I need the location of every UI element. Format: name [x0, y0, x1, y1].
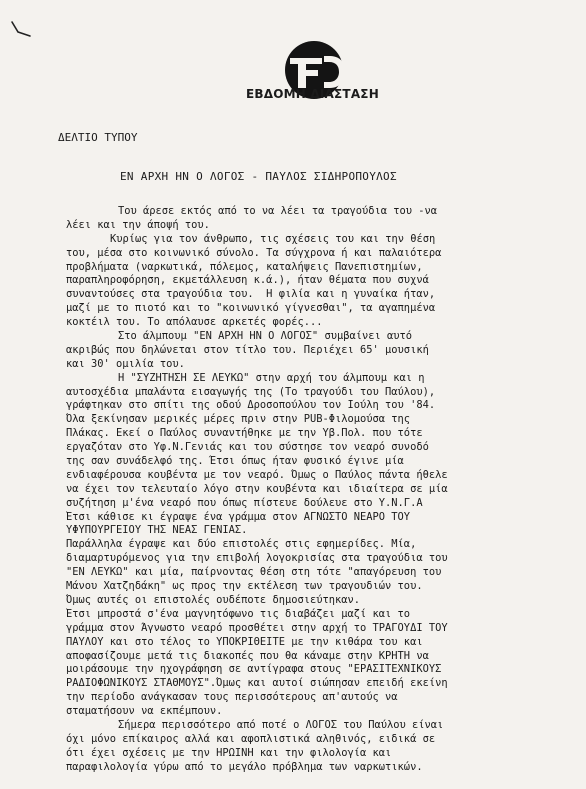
document-body — [66, 205, 506, 775]
document-title: ΕΝ ΑΡΧΗ ΗΝ Ο ΛΟΓΟΣ - ΠΑΥΛΟΣ ΣΙΔΗΡΟΠΟΥΛΟΣ — [120, 170, 397, 183]
body-line: Όλα ξεκίνησαν μερικές μέρες πριν στην PUB-Φιλομούσα της — [66, 413, 411, 426]
body-line: Στο άλμπουμ "ΕΝ ΑΡΧΗ ΗΝ Ο ΛΟΓΟΣ" συμβαίνει αυτό — [118, 330, 413, 343]
body-line: γράφτηκαν στο σπίτι της οδού Δροσοπούλου τον Ιούλη του '84. — [66, 399, 436, 412]
body-line: συζήτηση μ'ένα νεαρό που όπως πίστευε δούλευε στο Υ.Ν.Γ.Α — [66, 496, 423, 509]
body-line: αποφασίζουμε μετά τις διακοπές που θα κάναμε στην ΚΡΗΤΗ να — [66, 649, 429, 662]
body-line: και 30' ομιλία του. — [66, 357, 185, 370]
body-line: όχι μόνο επίκαιρος αλλά και αφοπλιστικά αληθινός, ειδικά σε — [66, 732, 436, 745]
body-line: λέει και την άποψή του. — [66, 218, 210, 231]
body-line: σταματήσουν να εκπέμπουν. — [66, 705, 223, 718]
body-line: προβλήματα (ναρκωτικά, πόλεμος, καταλήψεις Πανεπιστημίων, — [66, 260, 423, 273]
press-release-label: ΔΕΛΤΙΟ ΤΥΠΟΥ — [58, 131, 138, 144]
body-line: Έτσι κάθισε κι έγραψε ένα γράμμα στον ΑΓΝΩΣΤΟ ΝΕΑΡΟ ΤΟΥ — [66, 510, 411, 523]
body-line: Παράλληλα έγραψε και δύο επιστολές στις εφημερίδες. Μία, — [66, 538, 417, 551]
brand-name: ΕΒΔΟΜΗ ΔΙΑΣΤΑΣΗ — [246, 87, 379, 101]
body-line: Σήμερα περισσότερο από ποτέ ο ΛΟΓΟΣ του Παύλου είναι — [118, 718, 444, 731]
body-line: ΡΑΔΙΟΦΩΝΙΚΟΥΣ ΣΤΑΘΜΟΥΣ".Όμως και αυτοί σιώπησαν επειδή εκείνη — [66, 677, 448, 690]
body-line: ΠΑΥΛΟΥ και στο τέλος το ΥΠΟΚΡΙΘΕΙΤΕ με την κιθάρα του και — [66, 635, 423, 648]
body-line: την περίοδο ανάγκασαν τους περισσότερους απ'αυτούς να — [66, 691, 398, 704]
body-line: μαζί με το πιοτό και το "κοινωνικό γίγνεσθαι", τα αγαπημένα — [66, 302, 436, 315]
handwritten-mark-icon — [10, 20, 32, 38]
body-line: της σαν συνάδελφό της. Έτσι όπως ήταν φυσικό έγινε μία — [66, 455, 404, 468]
body-line: ΥΦΥΠΟΥΡΓΕΙΟΥ ΤΗΣ ΝΕΑΣ ΓΕΝΙΑΣ. — [66, 524, 248, 537]
body-line: εργαζόταν στο Υφ.Ν.Γενιάς και του σύστησε τον νεαρό συνοδό — [66, 441, 429, 454]
body-line: ακριβώς που δηλώνεται στον τίτλο του. Περιέχει 65' μουσική — [66, 343, 429, 356]
body-line: γράμμα στον Άγνωστο νεαρό προσθέτει στην αρχή το ΤΡΑΓΟΥΔΙ ΤΟΥ — [66, 621, 448, 634]
body-line: αυτοσχέδια μπαλάντα εισαγωγής της (Το τραγούδι του Παύλου), — [66, 385, 436, 398]
body-line: Έτσι μπροστά σ'ένα μαγνητόφωνο τις διαβάζει μαζί και το — [66, 607, 411, 620]
body-line: να έχει τον τελευταίο λόγο στην κουβέντα και ιδιαίτερα σε μία — [66, 482, 448, 495]
body-line: "ΕΝ ΛΕΥΚΩ" και μία, παίρνοντας θέση στη τότε "απαγόρευση του — [66, 566, 442, 579]
body-line: Μάνου Χατζηδάκη" ως προς την εκτέλεση των τραγουδιών του. — [66, 580, 423, 593]
body-line: ότι έχει σχέσεις με την ΗΡΩΙΝΗ και την φιλολογία και — [66, 746, 392, 759]
body-line: παραπληροφόρηση, εκμετάλλευση κ.ά.), ήταν θέματα που συχνά — [66, 274, 429, 287]
body-line: Του άρεσε εκτός από το να λέει τα τραγούδια του -να — [118, 205, 438, 217]
body-line: Όμως αυτές οι επιστολές ουδέποτε δημοσιεύτηκαν. — [66, 593, 361, 606]
body-line: Η "ΣΥΖΗΤΗΣΗ ΣΕ ΛΕΥΚΩ" στην αρχή του άλμπουμ και η — [118, 371, 425, 384]
body-line: του, μέσα στο κοινωνικό σύνολο. Τα σύγχρονα ή και παλαιότερα — [66, 246, 442, 259]
body-line: κοκτέιλ του. Το απόλαυσε αρκετές φορές... — [66, 316, 323, 329]
body-line: παραφιλολογία γύρω από το μεγάλο πρόβλημα των ναρκωτικών. — [66, 760, 423, 773]
body-line: διαμαρτυρόμενος για την επιβολή λογοκρισίας στα τραγούδια του — [66, 552, 448, 565]
body-line: συναντούσες στα τραγούδια του. Η φιλία και η γυναίκα ήταν, — [66, 288, 436, 301]
body-line: μοιράσουμε την ηχογράφηση σε αντίγραφα στους "ΕΡΑΣΙΤΕΧΝΙΚΟΥΣ — [66, 663, 442, 676]
body-line: ενδιαφέρουσα κουβέντα με τον νεαρό. Όμως ο Παύλος πάντα ήθελε — [66, 468, 448, 481]
body-line: Πλάκας. Εκεί ο Παύλος συναντήθηκε με την Υβ.Πολ. που τότε — [66, 427, 423, 440]
body-line: Κυρίως για τον άνθρωπο, τις σχέσεις του και την θέση — [110, 232, 436, 245]
